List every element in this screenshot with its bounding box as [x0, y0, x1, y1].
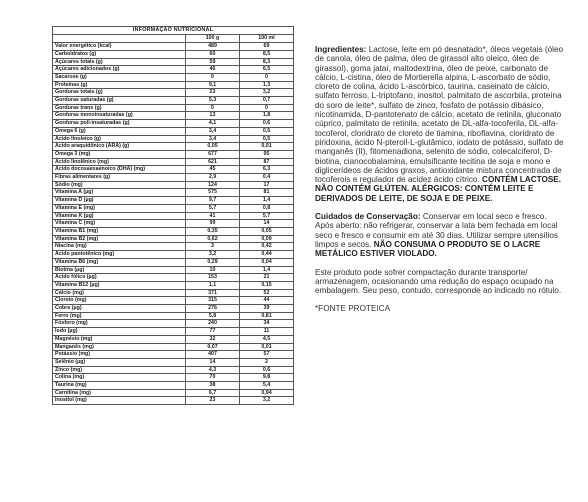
value-per-100ml: 0,7	[240, 97, 294, 105]
value-per-100ml: 9,8	[240, 374, 294, 382]
nutrient-name: Vitamina B2 (mg)	[53, 235, 186, 243]
nutrition-table-body	[53, 43, 294, 405]
nutrient-name: Gorduras monoinsaturadas (g)	[53, 112, 186, 120]
table-row	[53, 166, 294, 174]
value-per-100g: 32	[186, 335, 240, 343]
table-row	[53, 43, 294, 51]
value-per-100ml: 0	[240, 73, 294, 81]
table-row	[53, 143, 294, 151]
value-per-100g: 4,3	[186, 366, 240, 374]
value-per-100g: 10	[186, 266, 240, 274]
value-per-100g: 3,4	[186, 135, 240, 143]
value-per-100g: 70	[186, 374, 240, 382]
nutrient-name: Gorduras trans (g)	[53, 104, 186, 112]
nutrient-name: Niacina (mg)	[53, 243, 186, 251]
table-row	[53, 212, 294, 220]
table-row	[53, 227, 294, 235]
nutrient-name: Inositol (mg)	[53, 397, 186, 405]
nutrient-name: Carboidratos (g)	[53, 50, 186, 58]
table-row	[53, 104, 294, 112]
table-row	[53, 50, 294, 58]
conservation-heading: Cuidados de Conservação:	[315, 212, 421, 222]
protein-source-footnote: *FONTE PROTEICA	[315, 304, 391, 314]
value-per-100ml: 8,5	[240, 50, 294, 58]
value-per-100g: 0,05	[186, 143, 240, 151]
nutrient-name: Taurina (mg)	[53, 382, 186, 390]
nutrient-name: Gorduras saturadas (g)	[53, 97, 186, 105]
nutrient-name: Vitamina C (mg)	[53, 220, 186, 228]
value-per-100g: 371	[186, 289, 240, 297]
value-per-100ml: 81	[240, 189, 294, 197]
table-row	[53, 297, 294, 305]
value-per-100ml: 0,04	[240, 258, 294, 266]
table-row	[53, 150, 294, 158]
value-per-100ml: 0	[240, 104, 294, 112]
table-row	[53, 181, 294, 189]
nutrient-name: Biotina (µg)	[53, 266, 186, 274]
nutrient-name: Ácido linoleico (g)	[53, 135, 186, 143]
value-per-100ml: 39	[240, 305, 294, 313]
value-per-100g: 0,62	[186, 235, 240, 243]
value-per-100g: 0,07	[186, 343, 240, 351]
value-per-100g: 46	[186, 66, 240, 74]
nutrient-name: Vitamina K (µg)	[53, 212, 186, 220]
nutrient-name: Potássio (mg)	[53, 351, 186, 359]
nutrient-name: Proteínas (g)	[53, 81, 186, 89]
table-row	[53, 174, 294, 182]
nutrient-name: Ômega 3 (mg)	[53, 150, 186, 158]
value-per-100g: 23	[186, 397, 240, 405]
nutrient-name: Sacarose (g)	[53, 73, 186, 81]
table-row	[53, 58, 294, 66]
value-per-100ml: 1,8	[240, 112, 294, 120]
value-per-100ml: 5,4	[240, 382, 294, 390]
value-per-100g: 6,7	[186, 389, 240, 397]
value-per-100ml: 0,5	[240, 127, 294, 135]
nutrient-name: Gorduras totais (g)	[53, 89, 186, 97]
value-per-100g: 59	[186, 58, 240, 66]
value-per-100g: 9,1	[186, 81, 240, 89]
value-per-100ml: 21	[240, 274, 294, 282]
value-per-100ml: 0,05	[240, 227, 294, 235]
value-per-100ml: 0,6	[240, 366, 294, 374]
value-per-100g: 5,3	[186, 97, 240, 105]
nutrient-name: Cloreto (mg)	[53, 297, 186, 305]
value-per-100g: 621	[186, 158, 240, 166]
value-per-100ml: 0,01	[240, 343, 294, 351]
nutrient-name: Vitamina B1 (mg)	[53, 227, 186, 235]
value-per-100ml: 2	[240, 358, 294, 366]
value-per-100ml: 6,5	[240, 66, 294, 74]
value-per-100ml: 44	[240, 297, 294, 305]
nutrient-name: Ácido linolênico (mg)	[53, 158, 186, 166]
value-per-100ml: 1,4	[240, 266, 294, 274]
value-per-100g: 23	[186, 89, 240, 97]
table-row	[53, 266, 294, 274]
value-per-100g: 77	[186, 328, 240, 336]
table-row	[53, 135, 294, 143]
value-per-100g: 2,9	[186, 174, 240, 182]
value-per-100ml: 0,5	[240, 135, 294, 143]
nutrient-name: Açúcares totais (g)	[53, 58, 186, 66]
table-row	[53, 258, 294, 266]
table-row	[53, 97, 294, 105]
value-per-100ml: 5,7	[240, 212, 294, 220]
table-row	[53, 274, 294, 282]
seal-warning: NÃO CONSUMA O PRODUTO SE O LACRE METÁLICO ESTIVER VIOLADO.	[315, 239, 541, 259]
nutrient-name: Carnitina (mg)	[53, 389, 186, 397]
table-header-blank	[53, 35, 186, 43]
table-row	[53, 343, 294, 351]
value-per-100g: 677	[186, 150, 240, 158]
value-per-100g: 99	[186, 220, 240, 228]
table-row	[53, 320, 294, 328]
table-row	[53, 127, 294, 135]
table-row	[53, 66, 294, 74]
value-per-100ml: 0,94	[240, 389, 294, 397]
value-per-100ml: 11	[240, 328, 294, 336]
value-per-100ml: 4,5	[240, 335, 294, 343]
value-per-100g: 1,1	[186, 281, 240, 289]
value-per-100g: 315	[186, 297, 240, 305]
value-per-100ml: 95	[240, 150, 294, 158]
value-per-100g: 240	[186, 320, 240, 328]
nutrient-name: Manganês (mg)	[53, 343, 186, 351]
conservation-paragraph	[315, 212, 567, 258]
ingredients-paragraph	[315, 45, 567, 203]
nutrient-name: Ácido pantotênico (mg)	[53, 251, 186, 259]
value-per-100g: 0	[186, 104, 240, 112]
nutrient-name: Vitamina A (µg)	[53, 189, 186, 197]
table-row	[53, 89, 294, 97]
value-per-100g: 14	[186, 358, 240, 366]
nutrition-table-container	[52, 26, 293, 405]
table-row	[53, 389, 294, 397]
value-per-100g: 575	[186, 189, 240, 197]
nutrient-name: Vitamina E (mg)	[53, 204, 186, 212]
table-row	[53, 73, 294, 81]
value-per-100ml: 0,09	[240, 235, 294, 243]
table-row	[53, 358, 294, 366]
table-title: INFORMAÇÃO NUTRICIONAL	[53, 27, 294, 35]
table-row	[53, 335, 294, 343]
nutrient-name: Ferro (mg)	[53, 312, 186, 320]
nutrient-name: Açúcares adicionados (g)	[53, 66, 186, 74]
value-per-100ml: 0,4	[240, 174, 294, 182]
nutrient-name: Gorduras poli-insaturadas (g)	[53, 120, 186, 128]
table-row	[53, 189, 294, 197]
table-row	[53, 243, 294, 251]
table-row	[53, 158, 294, 166]
value-per-100g: 0,35	[186, 227, 240, 235]
value-per-100ml: 0,6	[240, 120, 294, 128]
nutrient-name: Magnésio (mg)	[53, 335, 186, 343]
table-row	[53, 235, 294, 243]
value-per-100ml: 3,2	[240, 397, 294, 405]
table-row	[53, 305, 294, 313]
value-per-100ml: 52	[240, 289, 294, 297]
value-per-100g: 38	[186, 382, 240, 390]
value-per-100g: 276	[186, 305, 240, 313]
value-per-100ml: 6,3	[240, 166, 294, 174]
value-per-100ml: 1,3	[240, 81, 294, 89]
nutrient-name: Fibras alimentares (g)	[53, 174, 186, 182]
value-per-100ml: 17	[240, 181, 294, 189]
nutrient-name: Colina (mg)	[53, 374, 186, 382]
nutrient-name: Iodo (µg)	[53, 328, 186, 336]
value-per-100ml: 0,81	[240, 312, 294, 320]
nutrient-name: Fósforo (mg)	[53, 320, 186, 328]
value-per-100g: 3,4	[186, 127, 240, 135]
table-row	[53, 312, 294, 320]
value-per-100ml: 0,44	[240, 251, 294, 259]
table-row	[53, 251, 294, 259]
table-row	[53, 289, 294, 297]
nutrition-facts-table	[52, 26, 294, 405]
nutrient-name: Ômega 6 (g)	[53, 127, 186, 135]
value-per-100ml: 0,15	[240, 281, 294, 289]
nutrient-name: Vitamina B6 (mg)	[53, 258, 186, 266]
value-per-100g: 13	[186, 112, 240, 120]
table-row	[53, 397, 294, 405]
value-per-100ml: 1,4	[240, 197, 294, 205]
conservation-text: Conservar em local seco e fresco. Após aberto: não refrigerar, conservar a lata bem fechada em local seco e fresco e consumir em até 30 dias. Utilizar sempre utensílios limpos e secos.	[315, 212, 558, 249]
table-row	[53, 112, 294, 120]
table-row	[53, 204, 294, 212]
ingredients-text: Lactose, leite em pó desnatado*, óleos vegetais (óleo de canola, óleo de palma, óleo de girassol alto oleico, óleo de girassol), goma jataí, maltodextrina, óleo de peixe, carbonato de cálcio, L-cistina, óleo de Mortierella alpina, L-ascorbato de sódio, cloreto de colina, ácido L-ascórbico, taurina, caseinato de cálcio, sulfato ferroso, L-triptofano, inositol, palmitato de ascorbila, proteína do soro de leite*, sulfato de zinco, fosfato de potássio dibásico, nicotinamida, D-pantotenato de cálcio, acetato de retinila, gluconato cúprico, palmitato de retinila, acetato de DL-alfa-tocoferila, DL-alfa-tocoferol, cloridrato de cloreto de tiamina, riboflavina, cloridrato de piridoxina, ácido N-pteroil-L-glutâmico, iodato de potássio, sulfato de manganês (II), fitomenadiona, selenito de sódio, colecalciferol, D-biotina, cianocobalamina, emulsificante lecitina de soja e mono e diglicerídeos de ácidos graxos, antioxidante mistura concentrada de tocoferois e regulador de acidez ácido cítrico.	[315, 45, 564, 185]
table-row	[53, 366, 294, 374]
value-per-100ml: 0,01	[240, 143, 294, 151]
label-text-column	[315, 45, 567, 314]
nutrient-name: Ácido fólico (µg)	[53, 274, 186, 282]
value-per-100g: 45	[186, 166, 240, 174]
nutrient-name: Zinco (mg)	[53, 366, 186, 374]
value-per-100g: 4,1	[186, 120, 240, 128]
nutrient-name: Sódio (mg)	[53, 181, 186, 189]
nutrient-name: Cálcio (mg)	[53, 289, 186, 297]
value-per-100ml: 14	[240, 220, 294, 228]
table-row	[53, 220, 294, 228]
nutrient-name: Vitamina D (µg)	[53, 197, 186, 205]
value-per-100g: 0,29	[186, 258, 240, 266]
value-per-100ml: 57	[240, 351, 294, 359]
value-per-100g: 489	[186, 43, 240, 51]
value-per-100ml: 0,42	[240, 243, 294, 251]
value-per-100ml: 3,2	[240, 89, 294, 97]
value-per-100g: 41	[186, 212, 240, 220]
table-row	[53, 374, 294, 382]
value-per-100g: 124	[186, 181, 240, 189]
value-per-100ml: 87	[240, 158, 294, 166]
table-row	[53, 281, 294, 289]
value-per-100g: 3	[186, 243, 240, 251]
column-header-100g: 100 g	[186, 35, 240, 43]
table-row	[53, 197, 294, 205]
value-per-100g: 3,2	[186, 251, 240, 259]
ingredients-heading: Ingredientes:	[315, 45, 367, 54]
table-row	[53, 120, 294, 128]
nutrient-name: Ácido docosaexaenoico (DHA) (mg)	[53, 166, 186, 174]
table-row	[53, 328, 294, 336]
nutrient-name: Ácido araquidônico (ARA) (g)	[53, 143, 186, 151]
value-per-100g: 153	[186, 274, 240, 282]
value-per-100ml: 8,3	[240, 58, 294, 66]
table-row	[53, 351, 294, 359]
value-per-100g: 0	[186, 73, 240, 81]
value-per-100g: 407	[186, 351, 240, 359]
column-header-100ml: 100 ml	[240, 35, 294, 43]
value-per-100ml: 34	[240, 320, 294, 328]
allergen-warning: CONTÉM LACTOSE. NÃO CONTÉM GLÚTEN. ALÉRGICOS: CONTÉM LEITE E DERIVADOS DE LEITE, DE SOJA E DE PEIXE.	[315, 175, 562, 203]
nutrient-name: Vitamina B12 (µg)	[53, 281, 186, 289]
value-per-100g: 5,8	[186, 312, 240, 320]
value-per-100g: 5,7	[186, 204, 240, 212]
value-per-100g: 9,7	[186, 197, 240, 205]
table-row	[53, 81, 294, 89]
compaction-note: Este produto pode sofrer compactação durante transporte/ armazenagem, ocasionando uma redução do espaço ocupado na embalagem. Seu peso, contudo, corresponde ao indicado no rótulo.	[315, 267, 562, 296]
nutrient-name: Valor energético (kcal)	[53, 43, 186, 51]
nutrient-name: Selênio (µg)	[53, 358, 186, 366]
nutrient-name: Cobre (µg)	[53, 305, 186, 313]
table-row	[53, 382, 294, 390]
value-per-100ml: 0,8	[240, 204, 294, 212]
value-per-100g: 60	[186, 50, 240, 58]
value-per-100ml: 69	[240, 43, 294, 51]
